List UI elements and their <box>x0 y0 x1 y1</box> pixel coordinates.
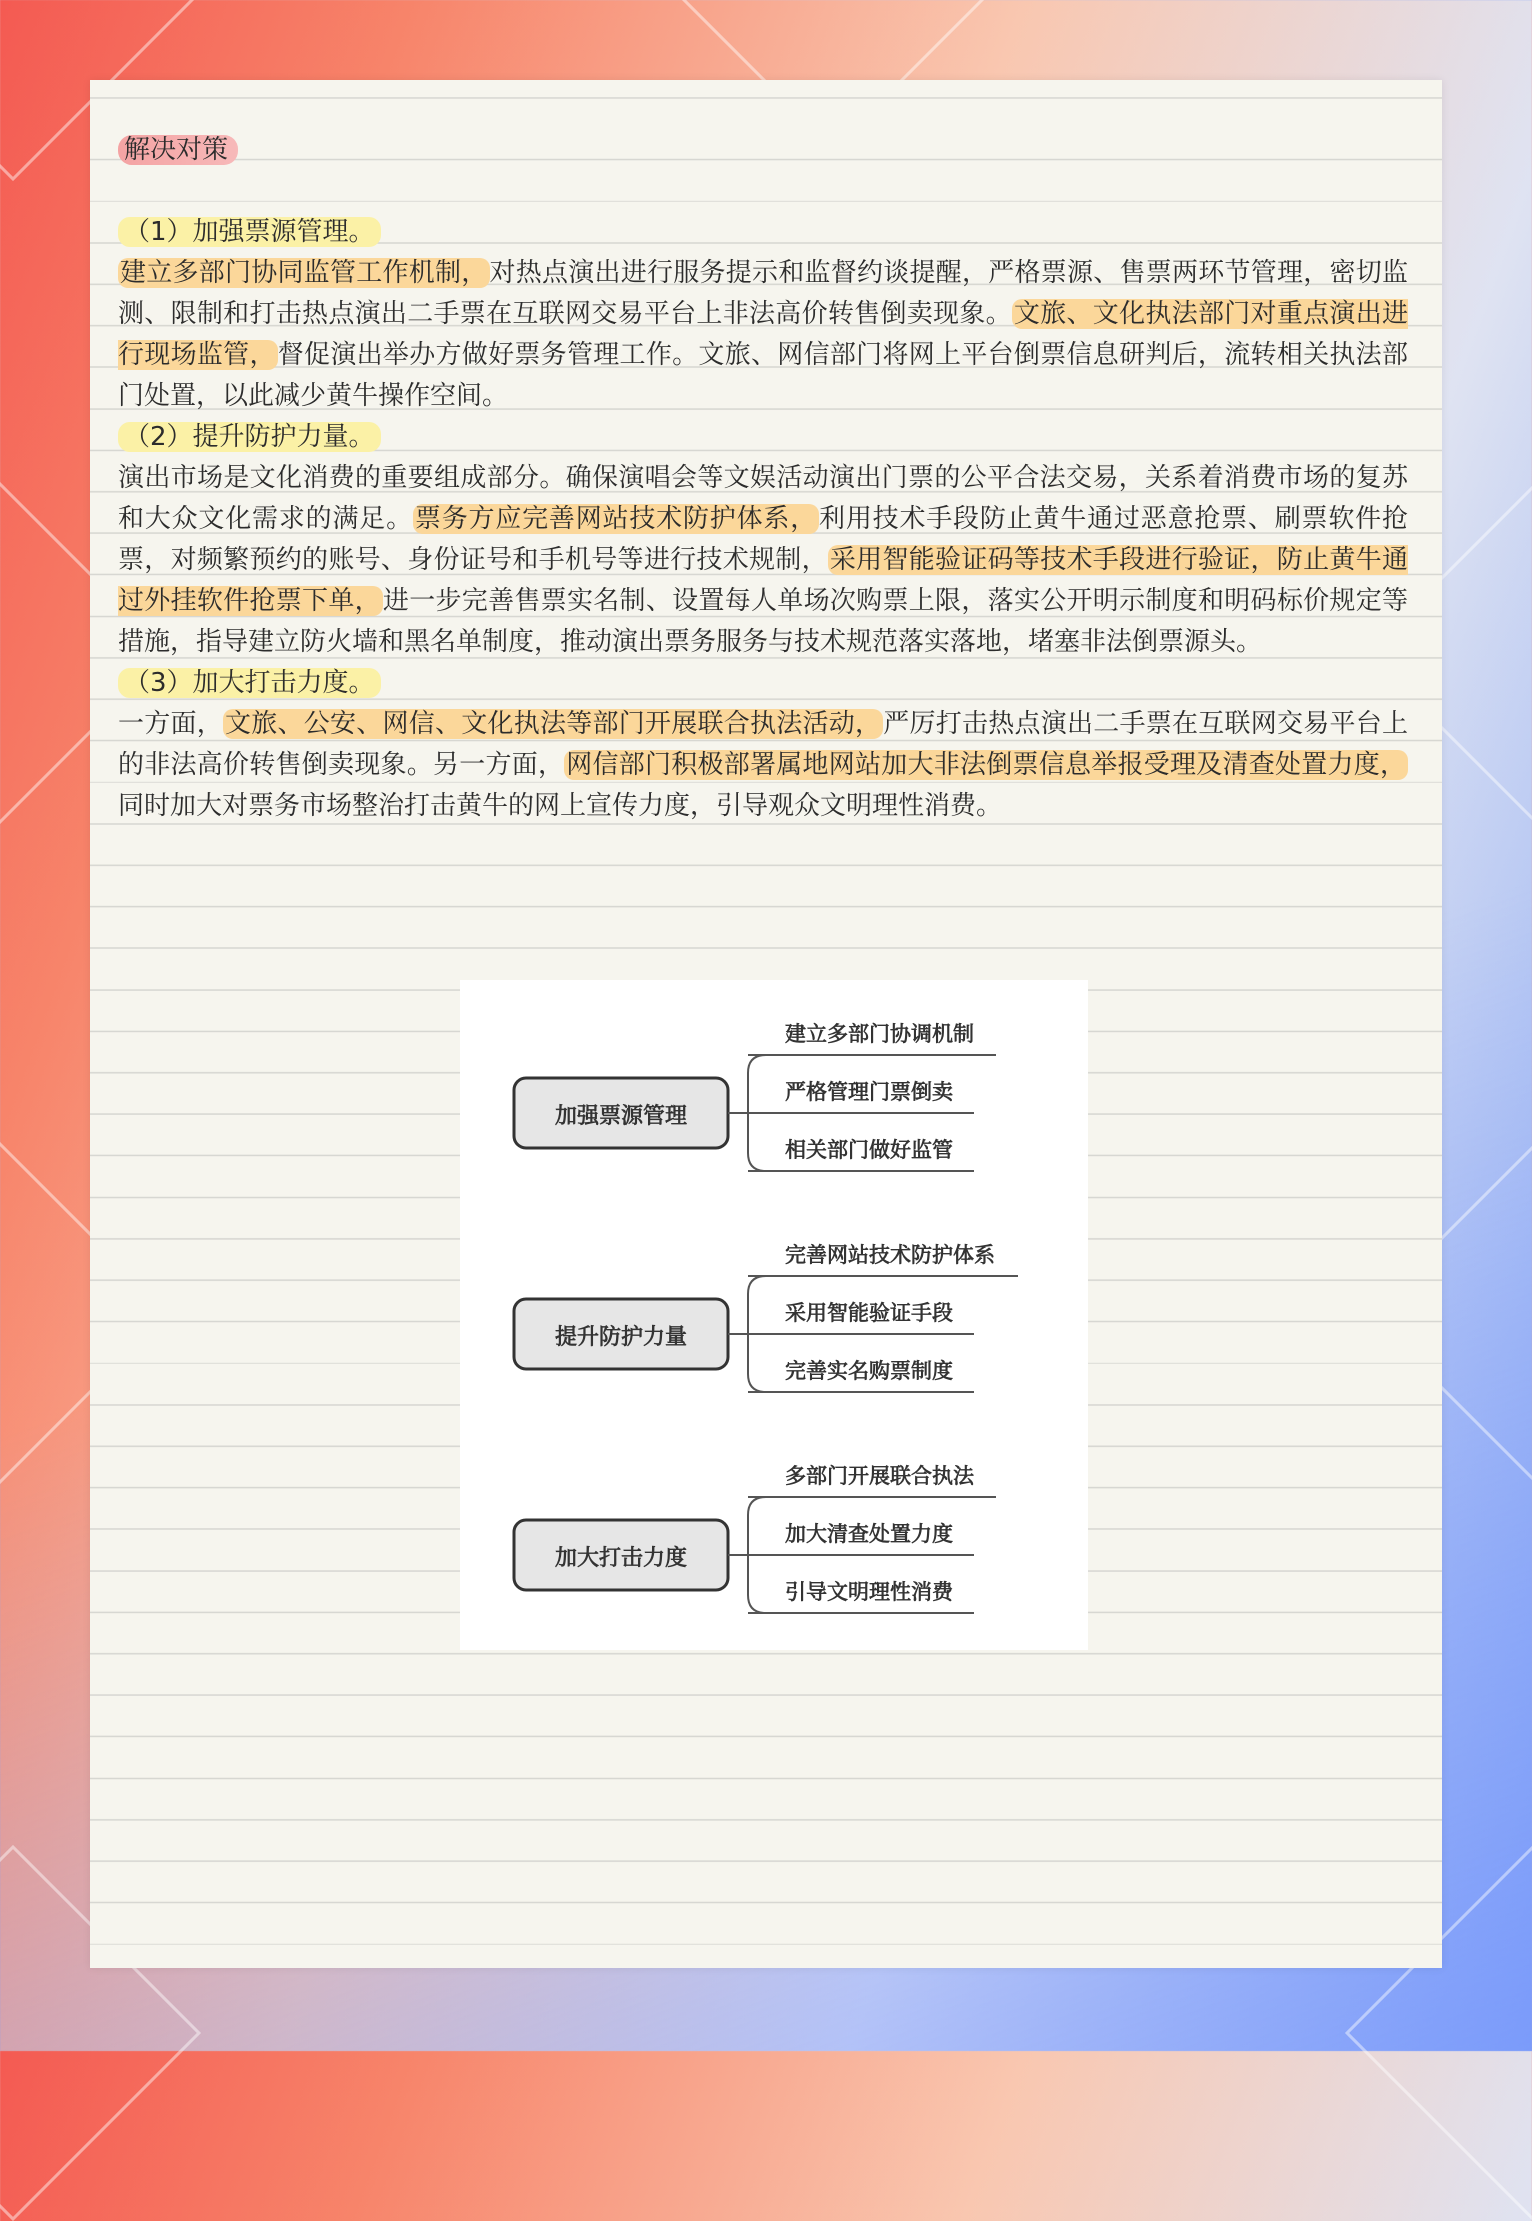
highlighted-text: 票务方应完善网站技术防护体系， <box>414 504 818 534</box>
mind-map-branch-label: 严格管理门票倒卖 <box>785 1080 953 1104</box>
section-heading-text: （2）提升防护力量。 <box>118 422 381 452</box>
section-heading <box>118 663 1408 704</box>
mind-map-branch-label: 建立多部门协调机制 <box>785 1022 974 1046</box>
mind-map-branch-label: 引导文明理性消费 <box>785 1580 953 1604</box>
section-paragraph <box>118 704 1408 827</box>
mind-map-figure <box>460 980 1088 1650</box>
lined-paper-sheet <box>90 80 1442 1968</box>
body-text: 督促演出举办方做好票务管理工作。文旅、网信部门将网上平台倒票信息研判后，流转相关执法部门处置，以此减少黄牛操作空间。 <box>118 340 1408 411</box>
section-heading-text: （1）加强票源管理。 <box>118 217 381 247</box>
mind-map-svg <box>460 980 1088 1650</box>
mind-map-branch-label: 加大清查处置力度 <box>785 1522 953 1546</box>
body-text: 进一步完善售票实名制、设置每人单场次购票上限，落实公开明示制度和明码标价规定等措施，指导建立防火墙和黑名单制度，推动演出票务服务与技术规范落实落地，堵塞非法倒票源头。 <box>118 586 1408 657</box>
highlighted-text: 文旅、公安、网信、文化执法等部门开展联合执法活动， <box>225 709 882 739</box>
sections-container <box>118 212 1408 827</box>
mind-map-root-label: 加强票源管理 <box>554 1104 688 1129</box>
body-text: 一方面， <box>118 709 223 739</box>
section-paragraph <box>118 253 1408 417</box>
body-text: 同时加大对票务市场整治打击黄牛的网上宣传力度，引导观众文明理性消费。 <box>118 791 1003 821</box>
page-title-text: 解决对策 <box>118 135 238 165</box>
highlighted-text: 建立多部门协同监管工作机制， <box>120 258 488 288</box>
body-text: 演出市场是文化消费的重要组成部分。确保演唱会等文娱活动演出门票的公平合法交易，关系着消费市场的复苏和大众文化需求的满足。 <box>118 463 1408 534</box>
body-text: 对热点演出进行服务提示和监督约谈提醒，严格票源、售票两环节管理，密切监测、限制和打击热点演出二手票在互联网交易平台上非法高价转售倒卖现象。 <box>118 258 1408 329</box>
mind-map-branch-label: 相关部门做好监管 <box>785 1138 953 1162</box>
section-paragraph <box>118 458 1408 663</box>
document-content <box>118 130 1408 827</box>
section-heading <box>118 417 1408 458</box>
mind-map-branch-label: 完善网站技术防护体系 <box>785 1243 995 1267</box>
mind-map-branch-label: 多部门开展联合执法 <box>785 1464 974 1488</box>
highlighted-text: 网信部门积极部署属地网站加大非法倒票信息举报受理及清查处置力度， <box>566 750 1406 780</box>
page-title <box>118 130 1408 171</box>
mind-map-root-label: 提升防护力量 <box>554 1325 688 1350</box>
mind-map-branch-label: 完善实名购票制度 <box>785 1359 953 1383</box>
highlighted-text: 文旅、文化执法部门对重点演出进行现场监管， <box>118 299 1408 370</box>
body-text: 利用技术手段防止黄牛通过恶意抢票、刷票软件抢票，对频繁预约的账号、身份证号和手机号等进行技术规制， <box>118 504 1408 575</box>
section-heading <box>118 212 1408 253</box>
body-text: 严厉打击热点演出二手票在互联网交易平台上的非法高价转售倒卖现象。另一方面， <box>118 709 1408 780</box>
mind-map-branch-label: 采用智能验证手段 <box>785 1301 953 1325</box>
section-heading-text: （3）加大打击力度。 <box>118 668 381 698</box>
mind-map-root-label: 加大打击力度 <box>554 1546 688 1571</box>
highlighted-text: 采用智能验证码等技术手段进行验证，防止黄牛通过外挂软件抢票下单， <box>118 545 1408 616</box>
